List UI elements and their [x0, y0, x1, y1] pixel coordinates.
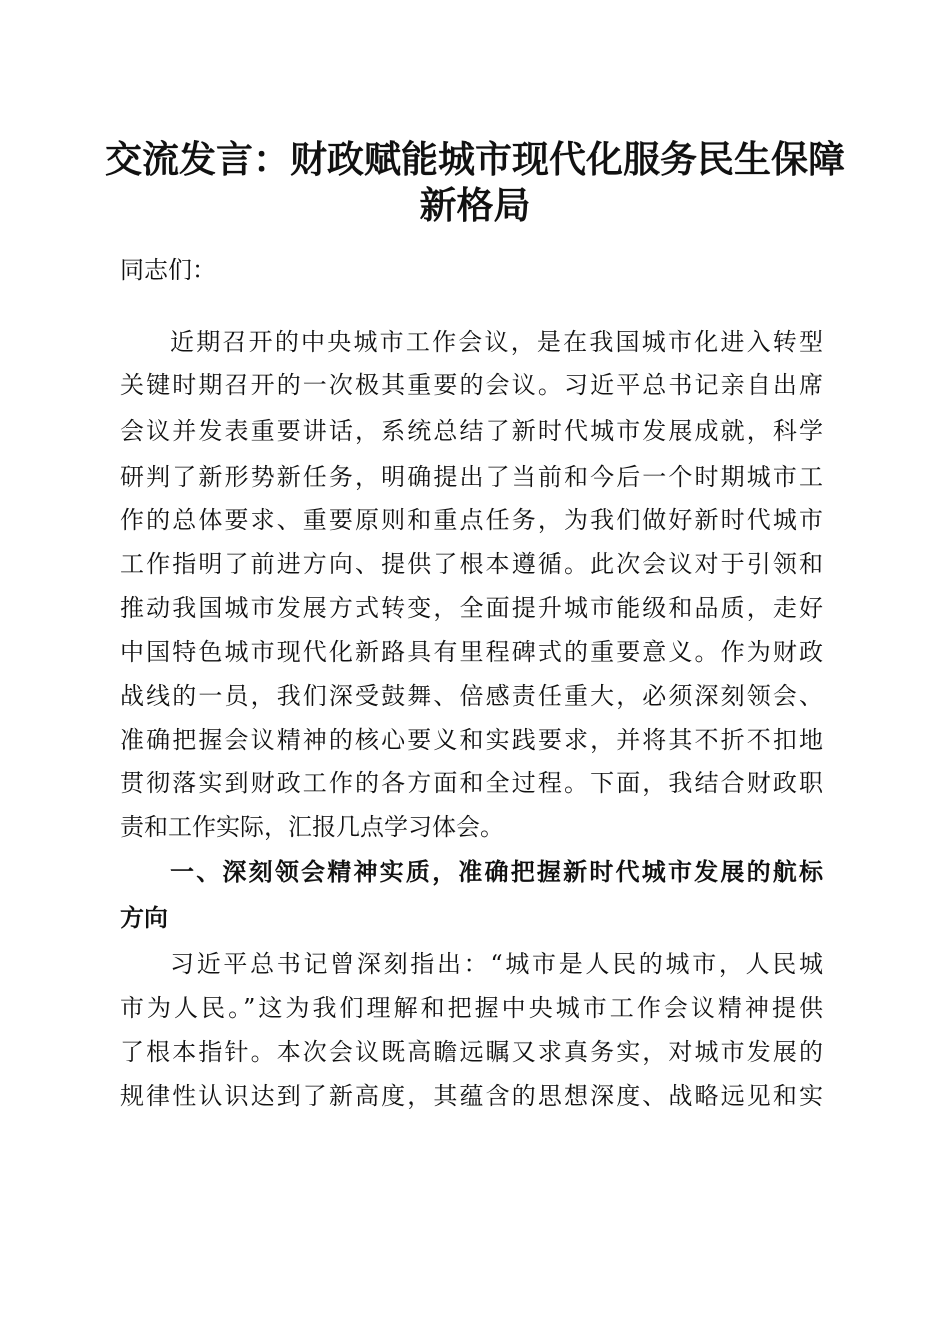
paragraph-2-line-2: 市为人民。”这为我们理解和把握中央城市工作会议精神提供 [120, 994, 823, 1022]
paragraph-1-line-4: 研判了新形势新任务，明确提出了当前和今后一个时期城市工 [120, 463, 823, 491]
paragraph-1-line-3: 会议并发表重要讲话，系统总结了新时代城市发展成就，科学 [120, 417, 823, 445]
paragraph-1-line-5: 作的总体要求、重要原则和重点任务，为我们做好新时代城市 [120, 506, 823, 534]
paragraph-1-line-6: 工作指明了前进方向、提供了根本遵循。此次会议对于引领和 [120, 550, 823, 578]
document-title-line-2: 新格局 [419, 183, 531, 227]
paragraph-2-line-3: 了根本指针。本次会议既高瞻远瞩又求真务实，对城市发展的 [120, 1038, 823, 1066]
paragraph-1-line-12: 责和工作实际，汇报几点学习体会。 [120, 813, 504, 841]
paragraph-1-line-10: 准确把握会议精神的核心要义和实践要求，并将其不折不扣地 [120, 726, 823, 754]
paragraph-1-line-8: 中国特色城市现代化新路具有里程碑式的重要意义。作为财政 [120, 638, 823, 666]
paragraph-1-line-1: 近期召开的中央城市工作会议，是在我国城市化进入转型 [170, 328, 823, 356]
section-1-heading-line-2: 方向 [120, 904, 168, 932]
paragraph-1-line-11: 贯彻落实到财政工作的各方面和全过程。下面，我结合财政职 [120, 769, 823, 797]
paragraph-2-line-4: 规律性认识达到了新高度，其蕴含的思想深度、战略远见和实 [120, 1082, 823, 1110]
section-1-heading-line-1: 一、深刻领会精神实质，准确把握新时代城市发展的航标 [170, 858, 823, 886]
paragraph-1-line-7: 推动我国城市发展方式转变，全面提升城市能级和品质，走好 [120, 594, 823, 622]
paragraph-2-line-1: 习近平总书记曾深刻指出：“城市是人民的城市，人民城 [170, 950, 823, 978]
salutation: 同志们： [120, 256, 216, 284]
paragraph-1-line-2: 关键时期召开的一次极其重要的会议。习近平总书记亲自出席 [120, 371, 823, 399]
document-title-line-1: 交流发言：财政赋能城市现代化服务民生保障 [105, 137, 845, 181]
paragraph-1-line-9: 战线的一员，我们深受鼓舞、倍感责任重大，必须深刻领会、 [120, 682, 823, 710]
